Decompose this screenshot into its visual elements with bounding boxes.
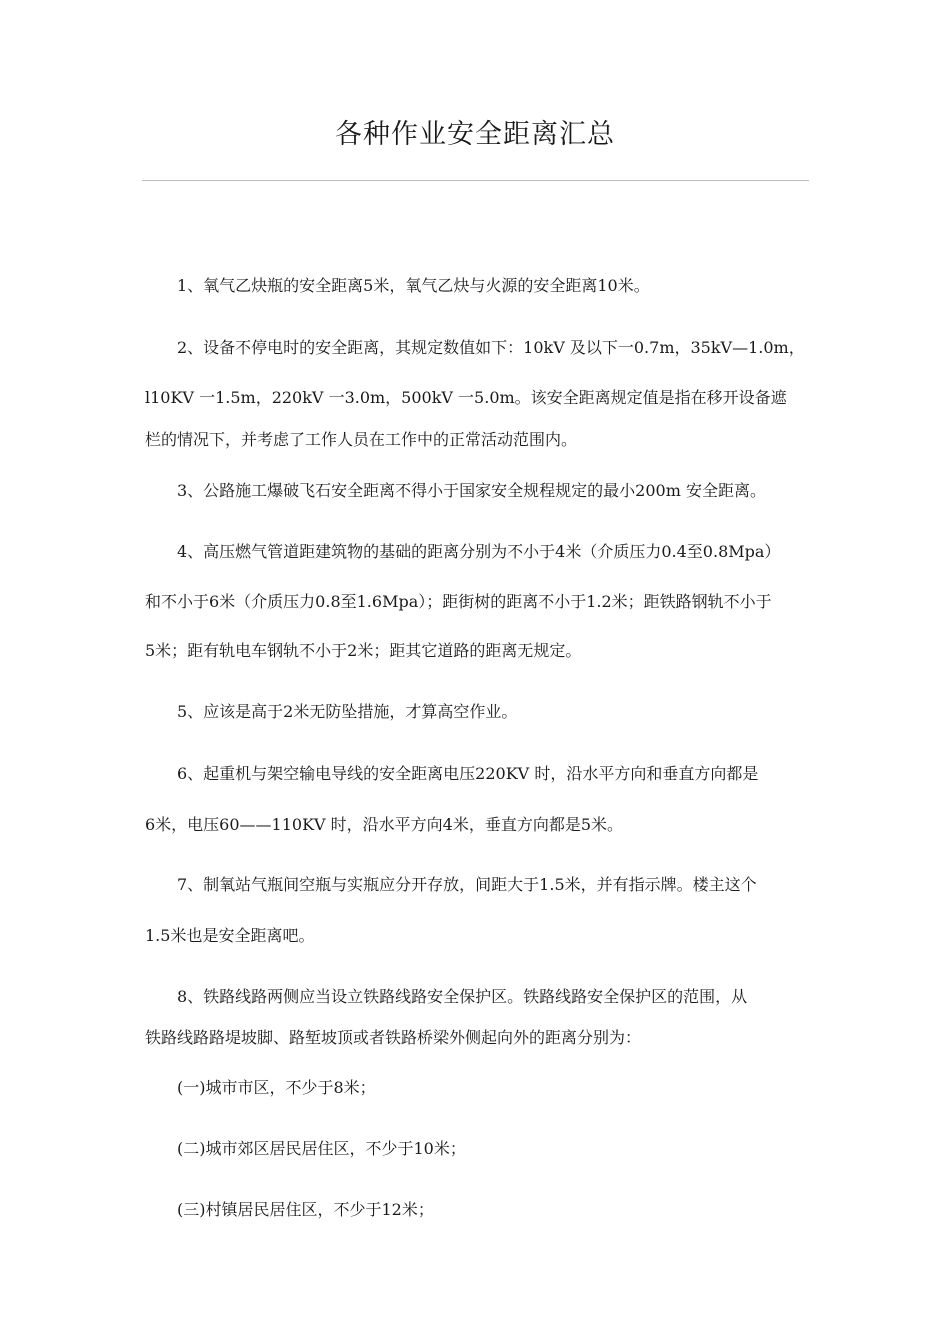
- title-divider: [142, 180, 809, 181]
- item-2-line-3: 栏的情况下，并考虑了工作人员在工作中的正常活动范围内。: [145, 430, 578, 449]
- item-3-line-1: 3、公路施工爆破飞石安全距离不得小于国家安全规程规定的最小200m 安全距离。: [177, 481, 766, 500]
- item-8-line-2: 铁路线路路堤坡脚、路堑坡顶或者铁路桥梁外侧起向外的距离分别为：: [145, 1028, 642, 1047]
- item-2-line-2: l10KV 一1.5m，220kV 一3.0m，500kV 一5.0m。该安全距离规定值是指在移开设备遮: [145, 388, 787, 407]
- item-6-line-1: 6、起重机与架空输电导线的安全距离电压220KV 时，沿水平方向和垂直方向都是: [177, 764, 759, 783]
- item-4-line-2: 和不小于6米（介质压力0.8至1.6Mpa）；距街树的距离不小于1.2米；距铁路钢轨不小于: [145, 592, 772, 611]
- item-7-line-1: 7、制氧站气瓶间空瓶与实瓶应分开存放，间距大于1.5米，并有指示牌。楼主这个: [177, 875, 757, 894]
- item-2-line-1: 2、设备不停电时的安全距离，其规定数值如下：10kV 及以下一0.7m，35kV—1.0m，: [177, 338, 805, 357]
- item-7-line-2: 1.5米也是安全距离吧。: [145, 926, 315, 945]
- item-8-line-1: 8、铁路线路两侧应当设立铁路线路安全保护区。铁路线路安全保护区的范围，从: [177, 987, 748, 1006]
- item-1-line-1: 1、氧气乙炔瓶的安全距离5米，氧气乙炔与火源的安全距离10米。: [177, 276, 650, 295]
- item-8-sub-3: (三)村镇居民居住区，不少于12米；: [177, 1200, 434, 1219]
- item-5-line-1: 5、应该是高于2米无防坠措施，才算高空作业。: [177, 702, 518, 721]
- item-8-sub-2: (二)城市郊区居民居住区，不少于10米；: [177, 1139, 466, 1158]
- page-title: 各种作业安全距离汇总: [335, 119, 615, 150]
- item-8-sub-1: (一)城市市区，不少于8米；: [177, 1078, 376, 1097]
- item-6-line-2: 6米，电压60——110KV 时，沿水平方向4米，垂直方向都是5米。: [145, 815, 624, 834]
- item-4-line-3: 5米；距有轨电车钢轨不小于2米；距其它道路的距离无规定。: [145, 641, 582, 660]
- item-4-line-1: 4、高压燃气管道距建筑物的基础的距离分别为不小于4米（介质压力0.4至0.8Mpa）: [177, 542, 781, 561]
